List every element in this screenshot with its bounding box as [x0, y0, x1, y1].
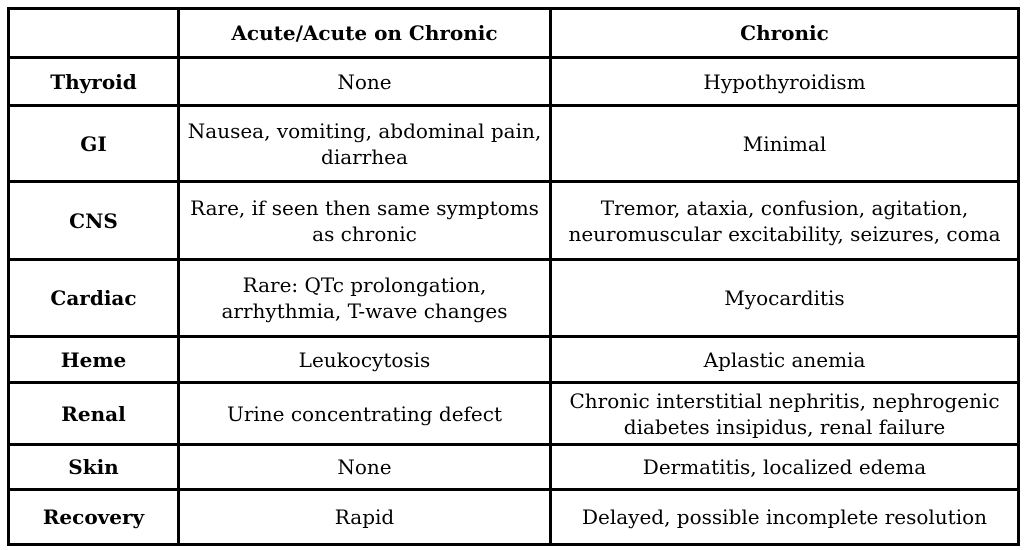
header-chronic: Chronic: [551, 9, 1019, 58]
table-row: [9, 182, 1019, 260]
row-label: Cardiac: [9, 260, 179, 337]
table-header-row: [9, 9, 1019, 58]
row-label: Renal: [9, 383, 179, 445]
row-label: CNS: [9, 182, 179, 260]
acute-cell: Nausea, vomiting, abdominal pain, diarrhea: [179, 106, 551, 182]
chronic-cell: Tremor, ataxia, confusion, agitation, neuromuscular excitability, seizures, coma: [551, 182, 1019, 260]
chronic-cell: Hypothyroidism: [551, 58, 1019, 106]
row-label: Heme: [9, 337, 179, 383]
chronic-cell: Myocarditis: [551, 260, 1019, 337]
table-row: [9, 337, 1019, 383]
row-label: Skin: [9, 445, 179, 490]
table-row: [9, 383, 1019, 445]
chronic-cell: Minimal: [551, 106, 1019, 182]
chronic-cell: Chronic interstitial nephritis, nephrogenic diabetes insipidus, renal failure: [551, 383, 1019, 445]
row-label: Recovery: [9, 490, 179, 545]
row-label: Thyroid: [9, 58, 179, 106]
acute-cell: None: [179, 58, 551, 106]
header-acute: Acute/Acute on Chronic: [179, 9, 551, 58]
table-row: [9, 260, 1019, 337]
table-row: [9, 58, 1019, 106]
acute-cell: Leukocytosis: [179, 337, 551, 383]
chronic-cell: Aplastic anemia: [551, 337, 1019, 383]
acute-cell: None: [179, 445, 551, 490]
table-row: [9, 106, 1019, 182]
chronic-cell: Delayed, possible incomplete resolution: [551, 490, 1019, 545]
acute-cell: Rare: QTc prolongation, arrhythmia, T-wave changes: [179, 260, 551, 337]
acute-cell: Rare, if seen then same symptoms as chronic: [179, 182, 551, 260]
chronic-cell: Dermatitis, localized edema: [551, 445, 1019, 490]
acute-cell: Urine concentrating defect: [179, 383, 551, 445]
comparison-table-container: [7, 7, 1017, 543]
comparison-table: [7, 7, 1020, 546]
header-corner-cell: [9, 9, 179, 58]
table-row: [9, 490, 1019, 545]
table-row: [9, 445, 1019, 490]
row-label: GI: [9, 106, 179, 182]
acute-cell: Rapid: [179, 490, 551, 545]
